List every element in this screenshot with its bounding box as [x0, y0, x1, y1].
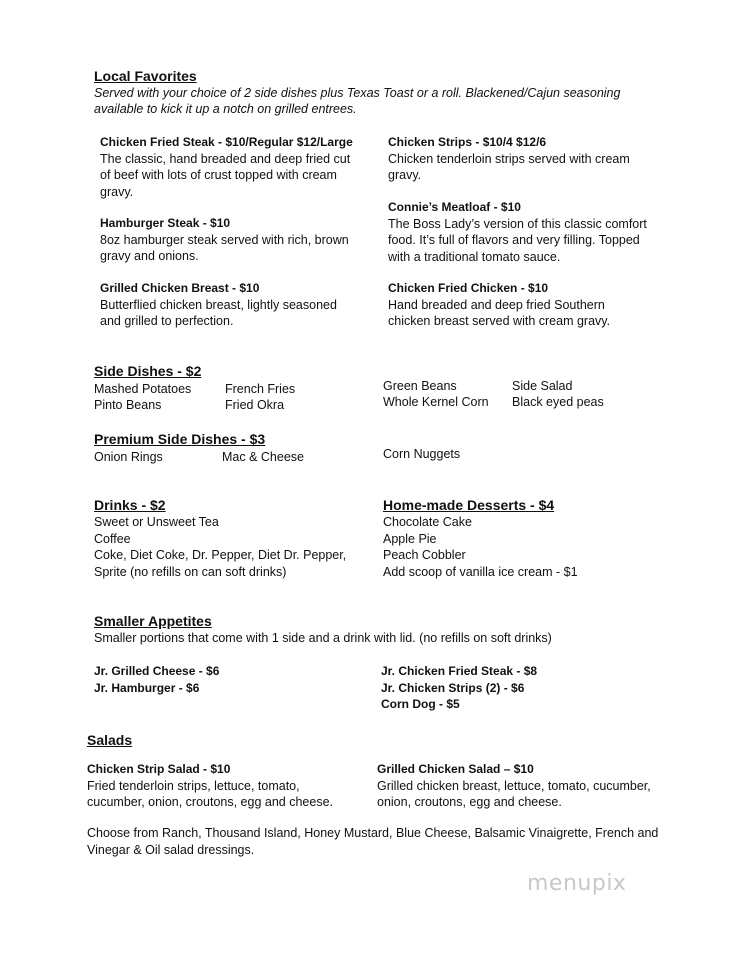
- item-title: Grilled Chicken Breast - $10: [100, 281, 260, 295]
- smaller-appetites-heading: Smaller Appetites: [94, 613, 212, 629]
- menu-item-hamburger-steak: [100, 215, 380, 265]
- item-desc: chicken breast served with cream gravy.: [388, 314, 611, 328]
- drink-line: Coffee: [94, 531, 131, 546]
- desserts-list: [383, 514, 683, 580]
- item-desc: of beef with lots of crust topped with cream: [100, 168, 337, 182]
- jr-item: Jr. Hamburger - $6: [94, 680, 200, 695]
- item-desc: with a traditional tomato sauce.: [388, 249, 561, 264]
- premium-side-item: Onion Rings: [94, 450, 163, 464]
- local-favorites-heading: Local Favorites: [94, 68, 197, 84]
- item-desc: and grilled to perfection.: [100, 314, 234, 328]
- drinks-list: [94, 514, 374, 580]
- side-item: Fried Okra: [225, 398, 285, 412]
- menu-item-chicken-strips: [388, 134, 688, 184]
- item-desc: gravy and onions.: [100, 249, 199, 263]
- jr-items-right: [381, 663, 537, 713]
- local-favorites-note-2: available to kick it up a notch on grilled entrees.: [94, 102, 357, 116]
- item-desc: onion, croutons, egg and cheese.: [377, 795, 562, 809]
- jr-item: Jr. Chicken Fried Steak - $8: [381, 664, 538, 678]
- menu-item-chicken-fried-steak: [100, 134, 380, 200]
- item-desc: food. It’s full of flavors and very filling. Topped: [388, 233, 640, 247]
- item-title: Chicken Fried Chicken - $10: [388, 281, 549, 295]
- item-desc: gravy.: [388, 168, 422, 182]
- drink-line: Coke, Diet Coke, Dr. Pepper, Diet Dr. Pepper,: [94, 548, 347, 562]
- item-title: Hamburger Steak - $10: [100, 216, 231, 230]
- dessert-line: Peach Cobbler: [383, 548, 466, 562]
- salads-heading: Salads: [87, 732, 133, 748]
- dessert-line: Apple Pie: [383, 531, 437, 546]
- premium-side-item: Corn Nuggets: [383, 447, 461, 461]
- dressings-line-1: Choose from Ranch, Thousand Island, Honey Mustard, Blue Cheese, Balsamic Vinaigrette, French and: [87, 826, 659, 840]
- item-desc: Grilled chicken breast, lettuce, tomato, cucumber,: [377, 778, 651, 793]
- premium-sides-heading: Premium Side Dishes - $3: [94, 431, 266, 447]
- menu-item-grilled-chicken-breast: [100, 280, 380, 330]
- item-desc: cucumber, onion, croutons, egg and cheese.: [87, 795, 333, 809]
- local-favorites-note-1: Served with your choice of 2 side dishes plus Texas Toast or a roll. Blackened/Cajun seasoning: [94, 86, 621, 100]
- menu-item-chicken-strip-salad: [87, 761, 372, 811]
- item-desc: Hand breaded and deep fried Southern: [388, 297, 605, 312]
- side-item: Whole Kernel Corn: [383, 395, 489, 409]
- premium-side-item: Mac & Cheese: [222, 450, 304, 464]
- dressings-line-2: Vinegar & Oil salad dressings.: [87, 843, 255, 857]
- side-item: Green Beans: [383, 379, 457, 393]
- item-desc: Butterflied chicken breast, lightly seasoned: [100, 297, 337, 312]
- jr-item: Corn Dog - $5: [381, 697, 460, 711]
- menu-item-connies-meatloaf: [388, 199, 688, 265]
- item-title: Connie’s Meatloaf - $10: [388, 200, 521, 214]
- menu-item-grilled-chicken-salad: [377, 761, 697, 811]
- jr-item: Jr. Chicken Strips (2) - $6: [381, 680, 525, 695]
- jr-item: Jr. Grilled Cheese - $6: [94, 664, 220, 678]
- item-title: Grilled Chicken Salad – $10: [377, 762, 534, 776]
- smaller-appetites-note: Smaller portions that come with 1 side and a drink with lid. (no refills on soft drinks): [94, 631, 552, 645]
- side-dishes-heading: Side Dishes - $2: [94, 363, 202, 379]
- item-desc: Fried tenderloin strips, lettuce, tomato,: [87, 778, 300, 793]
- drink-line: Sweet or Unsweet Tea: [94, 515, 219, 529]
- dessert-line: Chocolate Cake: [383, 515, 472, 529]
- dessert-line: Add scoop of vanilla ice cream - $1: [383, 564, 578, 579]
- item-title: Chicken Fried Steak - $10/Regular $12/Large: [100, 135, 353, 149]
- side-item: French Fries: [225, 382, 296, 396]
- item-title: Chicken Strips - $10/4 $12/6: [388, 135, 547, 149]
- item-desc: 8oz hamburger steak served with rich, brown: [100, 232, 349, 247]
- item-title: Chicken Strip Salad - $10: [87, 762, 231, 776]
- item-desc: gravy.: [100, 184, 134, 199]
- drink-line: Sprite (no refills on can soft drinks): [94, 564, 287, 579]
- item-desc: Chicken tenderloin strips served with cream: [388, 151, 630, 166]
- item-desc: The classic, hand breaded and deep fried cut: [100, 151, 351, 166]
- side-item: Mashed Potatoes: [94, 382, 192, 396]
- watermark-logo: menupix: [527, 871, 627, 896]
- menu-item-chicken-fried-chicken: [388, 280, 688, 330]
- drinks-heading: Drinks - $2: [94, 497, 166, 513]
- desserts-heading: Home-made Desserts - $4: [383, 497, 555, 513]
- side-item: Black eyed peas: [512, 395, 604, 409]
- jr-items-left: [94, 663, 219, 696]
- side-item: Side Salad: [512, 379, 573, 393]
- item-desc: The Boss Lady’s version of this classic comfort: [388, 216, 647, 231]
- side-item: Pinto Beans: [94, 398, 162, 412]
